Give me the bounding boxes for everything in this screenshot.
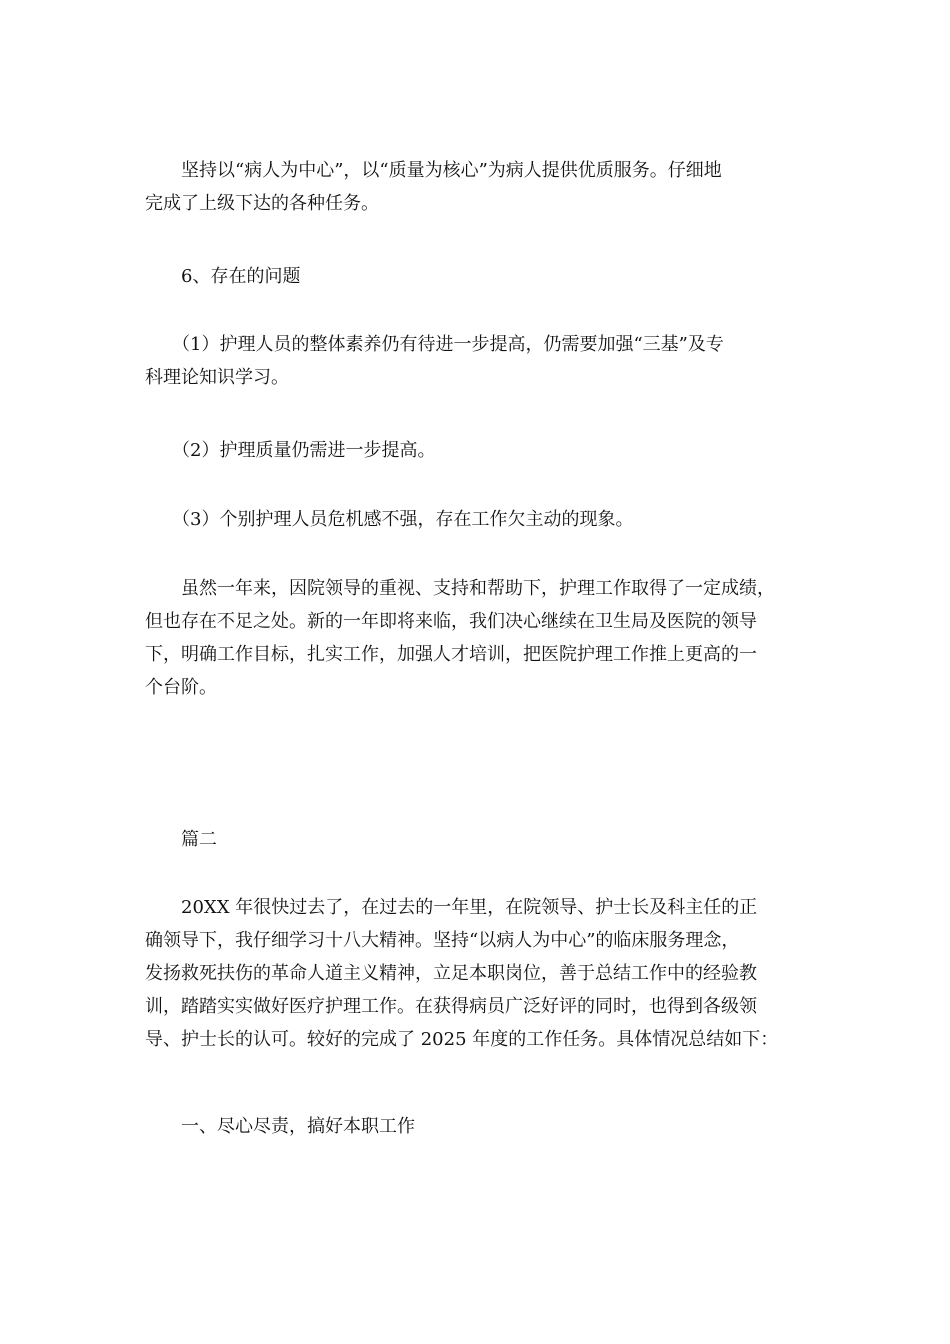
text-line: （2）护理质量仍需进一步提高。 xyxy=(145,440,436,461)
text-line: 科理论知识学习。 xyxy=(145,367,289,388)
text-line: 篇二 xyxy=(145,829,217,850)
section-title-part-two xyxy=(145,823,805,856)
problem-item-2 xyxy=(145,434,805,467)
problem-item-1 xyxy=(145,328,805,394)
text-line: 但也存在不足之处。新的一年即将来临，我们决心继续在卫生局及医院的领导 xyxy=(145,611,757,632)
text-line: 下，明确工作目标，扎实工作，加强人才培训，把医院护理工作推上更高的一 xyxy=(145,644,757,665)
section-heading-duty xyxy=(145,1110,805,1143)
paragraph-year-summary xyxy=(145,891,805,1056)
text-line: 个台阶。 xyxy=(145,677,217,698)
text-line: 训，踏踏实实做好医疗护理工作。在获得病员广泛好评的同时，也得到各级领 xyxy=(145,996,757,1017)
paragraph-patient-centered xyxy=(145,154,805,220)
text-line: 一、尽心尽责，搞好本职工作 xyxy=(145,1116,415,1137)
text-line: 6、存在的问题 xyxy=(145,266,301,287)
text-line: 发扬救死扶伤的革命人道主义精神，立足本职岗位，善于总结工作中的经验教 xyxy=(145,963,757,984)
text-line: 20XX 年很快过去了，在过去的一年里，在院领导、护士长及科主任的正 xyxy=(145,897,758,918)
paragraph-conclusion xyxy=(145,572,805,704)
text-line: 完成了上级下达的各种任务。 xyxy=(145,193,379,214)
text-line: （3）个别护理人员危机感不强，存在工作欠主动的现象。 xyxy=(145,509,634,530)
text-line: 虽然一年来，因院领导的重视、支持和帮助下，护理工作取得了一定成绩， xyxy=(145,578,775,599)
problem-item-3 xyxy=(145,503,805,536)
text-line: 导、护士长的认可。较好的完成了 2025 年度的工作任务。具体情况总结如下： xyxy=(145,1029,779,1050)
section-heading-existing-problems xyxy=(145,260,805,293)
text-line: 坚持以“病人为中心”，以“质量为核心”为病人提供优质服务。仔细地 xyxy=(145,160,722,181)
text-line: （1）护理人员的整体素养仍有待进一步提高，仍需要加强“三基”及专 xyxy=(145,334,724,355)
text-line: 确领导下，我仔细学习十八大精神。坚持“以病人为中心”的临床服务理念， xyxy=(145,930,740,951)
